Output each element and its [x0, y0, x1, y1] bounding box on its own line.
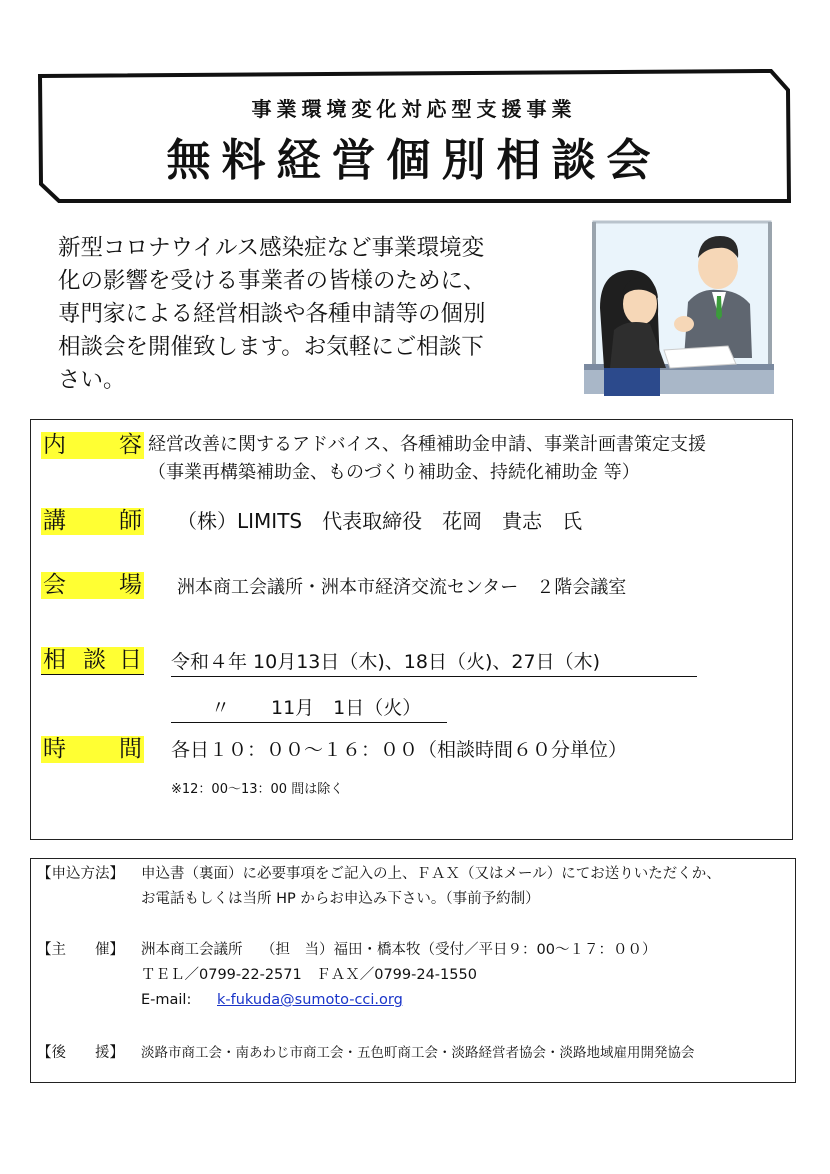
- title-banner: [37, 68, 791, 204]
- application-line-2: お電話もしくは当所 HP からお申込み下さい。（事前予約制）: [141, 891, 540, 907]
- lecturer-text: （株）LIMITS 代表取締役 花岡 貴志 氏: [177, 509, 583, 533]
- dates-line-1: 令和４年 10月13日（木)、18日（火)、27日（木): [171, 650, 697, 677]
- label-char: 時: [43, 736, 66, 762]
- intro-line: 専門家による経営相談や各種申請等の個別: [58, 301, 486, 327]
- label-char: 容: [119, 432, 142, 458]
- label-content: [41, 432, 144, 459]
- label-char: 講: [43, 508, 66, 534]
- label-lecturer: [41, 508, 144, 535]
- label-char: 談: [83, 647, 106, 673]
- intro-text: [58, 232, 558, 397]
- label-char: 師: [119, 508, 142, 534]
- label-char: 日: [119, 647, 142, 673]
- organizer-name: 洲本商工会議所: [141, 942, 243, 958]
- intro-line: 化の影響を受ける事業者の皆様のために、: [58, 268, 486, 294]
- support-label: 【後 援】: [37, 1045, 124, 1061]
- label-char: 内: [43, 432, 66, 458]
- organizer-label: 【主 催】: [37, 942, 124, 958]
- intro-line: 新型コロナウイルス感染症など事業環境変: [58, 235, 485, 261]
- ditto-mark: 〃: [211, 697, 231, 719]
- venue-text: 洲本商工会議所・洲本市経済交流センター ２階会議室: [177, 577, 627, 598]
- label-char: 相: [43, 647, 66, 673]
- content-line-2: （事業再構築補助金、ものづくり補助金、持続化補助金 等）: [148, 462, 640, 483]
- organizer-contact: （担 当）福田・橋本牧（受付／平日９：00～１７：００）: [261, 942, 657, 958]
- label-time: [41, 736, 144, 763]
- application-line-1: 申込書（裏面）に必要事項をご記入の上、ＦＡＸ（又はメール）にてお送りいただくか、: [141, 866, 721, 882]
- contact-info: [30, 858, 796, 1083]
- time-text: 各日１０：００～１６：００（相談時間６０分単位）: [171, 739, 628, 761]
- consultation-illustration: [580, 218, 775, 398]
- dates-line-2: [171, 696, 447, 723]
- label-char: 場: [119, 572, 142, 598]
- event-subtitle: 事業環境変化対応型支援事業: [251, 97, 577, 121]
- label-char: 会: [43, 572, 66, 598]
- event-details: [30, 419, 793, 840]
- intro-line: 相談会を開催致します。お気軽にご相談下: [58, 334, 484, 360]
- support-text: 淡路市商工会・南あわじ市商工会・五色町商工会・淡路経営者協会・淡路地域雇用開発協会: [141, 1045, 695, 1061]
- dates-line-2-date: 11月 1日（火）: [271, 697, 422, 719]
- label-dates: [41, 647, 144, 675]
- intro-line: さい。: [58, 367, 126, 393]
- page-title: 無料経営個別相談会: [166, 135, 662, 186]
- label-char: 間: [119, 736, 142, 762]
- time-note: ※12：00～13：00 間は除く: [171, 782, 344, 797]
- email-label: E-mail:: [141, 992, 192, 1008]
- organizer-tel-fax: ＴＥＬ／0799-22-2571 ＦＡＸ／0799-24-1550: [141, 967, 477, 983]
- label-venue: [41, 572, 144, 599]
- content-line-1: 経営改善に関するアドバイス、各種補助金申請、事業計画書策定支援: [148, 434, 706, 455]
- email-link[interactable]: k-fukuda@sumoto-cci.org: [217, 992, 403, 1008]
- application-label: 【申込方法】: [37, 866, 124, 882]
